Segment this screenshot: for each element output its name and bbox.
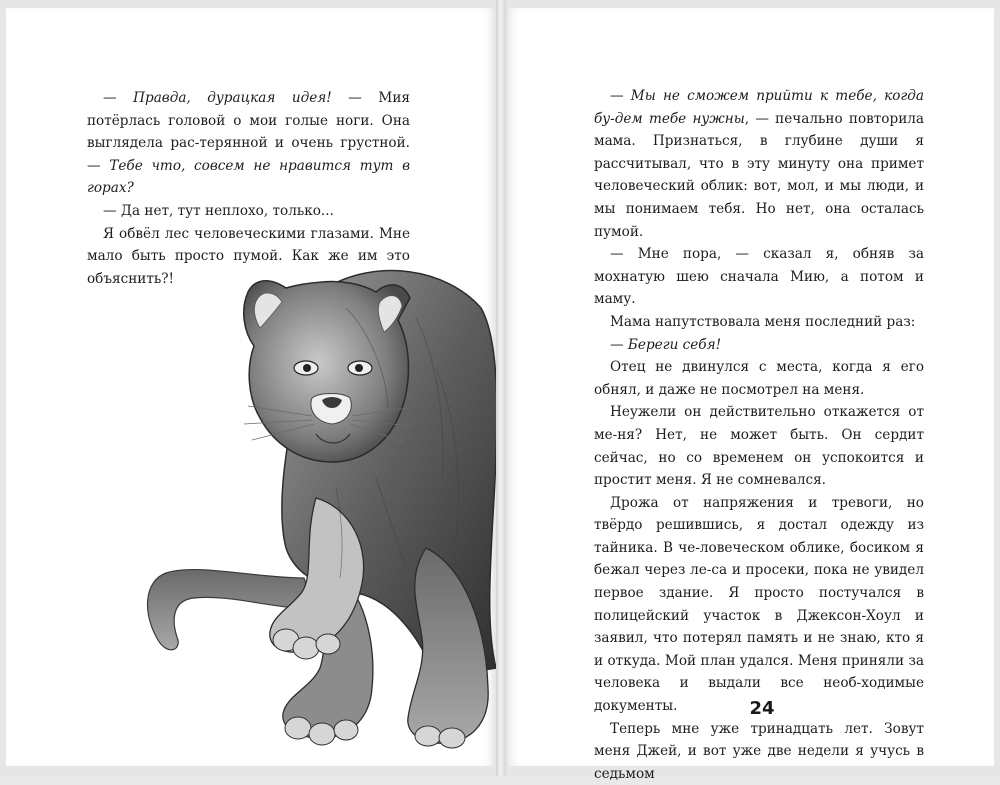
text-run: — <box>610 88 631 104</box>
italic-text-run: Мы не сможем прийти к тебе, когда бу-дем тебе нужны <box>594 88 924 127</box>
paragraph <box>594 401 924 491</box>
text-run: Мама напутствовала меня последний раз: <box>610 313 916 330</box>
paragraph <box>594 243 924 311</box>
text-run: — Мия потёрлась головой о мои голые ноги. Она выглядела рас-терянной и очень грустной. — <box>87 90 410 174</box>
text-run: Неужели он действительно откажется от ме-ня? Нет, не может быть. Он сердит сейчас, но со временем он успокоится и простит меня. Я не сомневался. <box>594 404 924 489</box>
text-run: , — печально повторила мама. Признаться, в глубине души я рассчитывал, что в эту минуту она примет человеческий облик: вот, мол, и мы люди, и мы понимаем тебя. Но нет, она осталась пумой. <box>594 110 924 240</box>
italic-text-run: Тебе что, совсем не нравится тут в горах? <box>87 157 410 197</box>
text-run: Я обвёл лес человеческими глазами. Мне мало быть просто пумой. Как же им это объяснить?! <box>87 225 410 287</box>
italic-text-run: Береги себя! <box>627 336 722 353</box>
text-run: Теперь мне уже тринадцать лет. Зовут меня Джей, и вот уже две недели я учусь в седьмом <box>594 720 924 782</box>
text-run: — <box>610 336 628 353</box>
page-number: 24 <box>749 698 775 719</box>
left-page <box>6 8 496 766</box>
puma-illustration <box>136 248 496 758</box>
text-run: — Мне пора, — сказал я, обняв за мохнатую шею сначала Мию, а потом и маму. <box>594 246 924 308</box>
paragraph <box>594 311 924 334</box>
text-run: — <box>103 90 134 106</box>
paragraph <box>594 85 924 243</box>
paragraph <box>87 87 410 200</box>
text-run: — Да нет, тут неплохо, только... <box>103 202 334 219</box>
paragraph <box>594 492 924 718</box>
book-gutter <box>496 0 506 776</box>
right-page-text <box>594 85 924 785</box>
right-page <box>506 8 994 782</box>
paragraph <box>87 200 410 223</box>
paragraph <box>594 356 924 401</box>
text-run: Отец не двинулся с места, когда я его обнял, и даже не посмотрел на меня. <box>594 359 924 398</box>
paragraph <box>594 718 924 785</box>
paragraph <box>594 334 924 357</box>
italic-text-run: Правда, дурацкая идея! <box>133 90 332 106</box>
text-run: Дрожа от напряжения и тревоги, но твёрдо решившись, я достал одежду из тайника. В че-ловеческом облике, босиком я бежал через ле-са и просеки, пока не увидел первое здание. Я просто постучался в полицейский участок в Джексон-Хоул и заявил, что потерял память и не знаю, кто я и откуда. Мой план удался. Меня приняли за человека и выдали все необ-ходимые документы. <box>594 494 924 715</box>
